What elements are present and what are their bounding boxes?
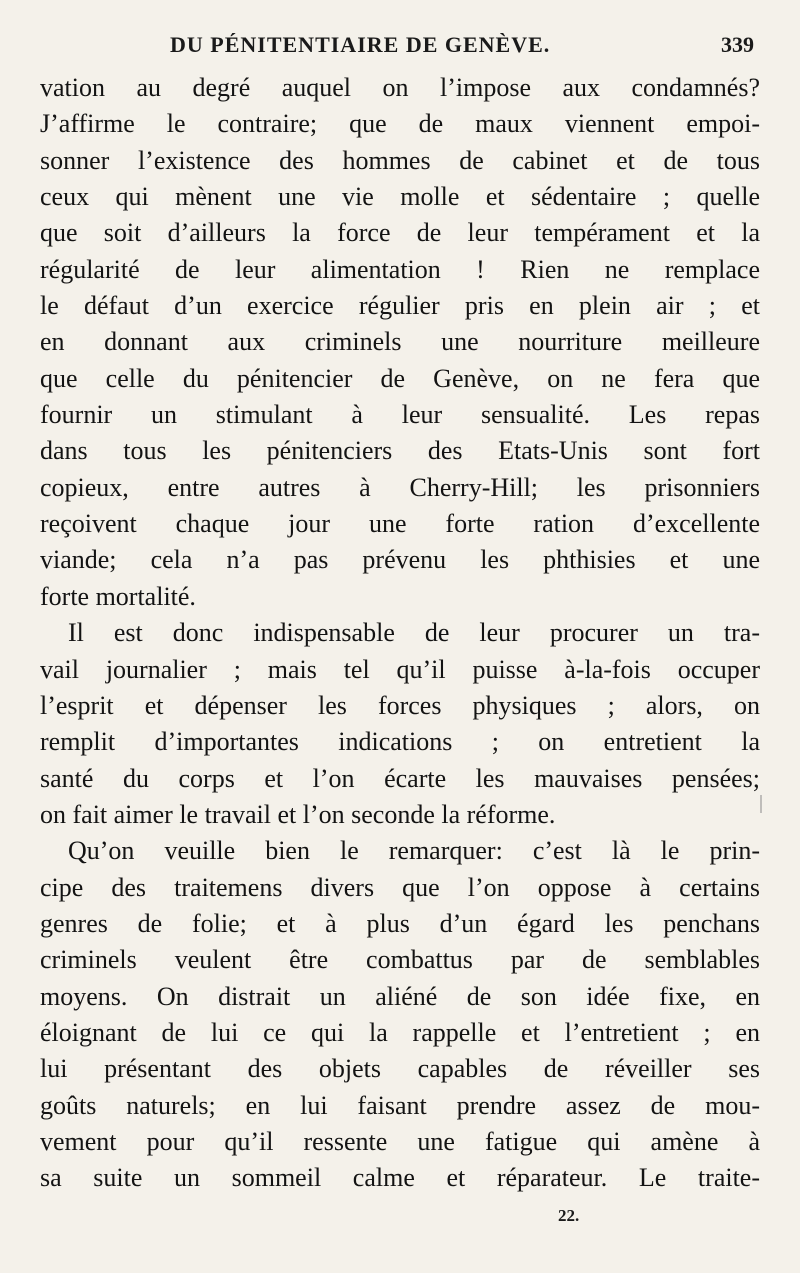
text-line: dans tous les pénitenciers des Etats-Unis sont fort [40, 436, 760, 466]
text-line: J’affirme le contraire; que de maux viennent empoi- [40, 109, 760, 139]
text-line: criminels veulent être combattus par de semblables [40, 945, 760, 975]
text-line: reçoivent chaque jour une forte ration d’excellente [40, 509, 760, 539]
text-line: l’esprit et dépenser les forces physiques ; alors, on [40, 690, 760, 720]
text-line: sonner l’existence des hommes de cabinet et de tous [40, 145, 760, 175]
text-line: éloignant de lui ce qui la rappelle et l’entretient ; en [40, 1017, 760, 1047]
paragraph-end-line: on fait aimer le travail et l’on seconde la réforme. [40, 799, 556, 829]
text-line: vement pour qu’il ressente une fatigue qui amène à [40, 1126, 760, 1156]
text-line: que soit d’ailleurs la force de leur tempérament et la [40, 218, 760, 248]
text-line: genres de folie; et à plus d’un égard les penchans [40, 908, 760, 938]
text-line: vail journalier ; mais tel qu’il puisse à-la-fois occuper [40, 654, 760, 684]
paragraph-start-line: Qu’on veuille bien le remarquer: c’est là le prin- [68, 836, 760, 866]
text-line: lui présentant des objets capables de réveiller ses [40, 1054, 760, 1084]
page-footer [40, 1198, 760, 1228]
body-text [40, 70, 760, 1197]
text-line: vation au degré auquel on l’impose aux condamnés? [40, 73, 760, 102]
page-number: 339 [721, 32, 754, 57]
paragraph-end-line: forte mortalité. [40, 581, 196, 611]
text-line: régularité de leur alimentation ! Rien ne remplace [40, 254, 760, 284]
text-line: copieux, entre autres à Cherry-Hill; les prisonniers [40, 472, 760, 502]
running-title: DU PÉNITENTIAIRE DE GENÈVE. [170, 32, 551, 57]
text-line: le défaut d’un exercice régulier pris en plein air ; et [40, 291, 760, 321]
text-line: fournir un stimulant à leur sensualité. Les repas [40, 400, 760, 430]
text-line: santé du corps et l’on écarte les mauvaises pensées; [40, 763, 760, 793]
text-line: en donnant aux criminels une nourriture meilleure [40, 327, 760, 357]
text-line: goûts naturels; en lui faisant prendre assez de mou- [40, 1090, 760, 1120]
text-line: sa suite un sommeil calme et réparateur. Le traite- [40, 1163, 760, 1193]
text-line: viande; cela n’a pas prévenu les phthisies et une [40, 545, 760, 575]
text-line: remplit d’importantes indications ; on entretient la [40, 727, 760, 757]
signature-mark: 22. [558, 1206, 580, 1225]
paragraph-start-line: Il est donc indispensable de leur procurer un tra- [68, 618, 760, 648]
text-line: cipe des traitemens divers que l’on oppose à certains [40, 872, 760, 902]
margin-mark [760, 795, 762, 813]
page-header [40, 30, 760, 70]
text-line: que celle du pénitencier de Genève, on ne fera que [40, 363, 760, 393]
text-line: moyens. On distrait un aliéné de son idée fixe, en [40, 981, 760, 1011]
text-line: ceux qui mènent une vie molle et sédentaire ; quelle [40, 182, 760, 212]
